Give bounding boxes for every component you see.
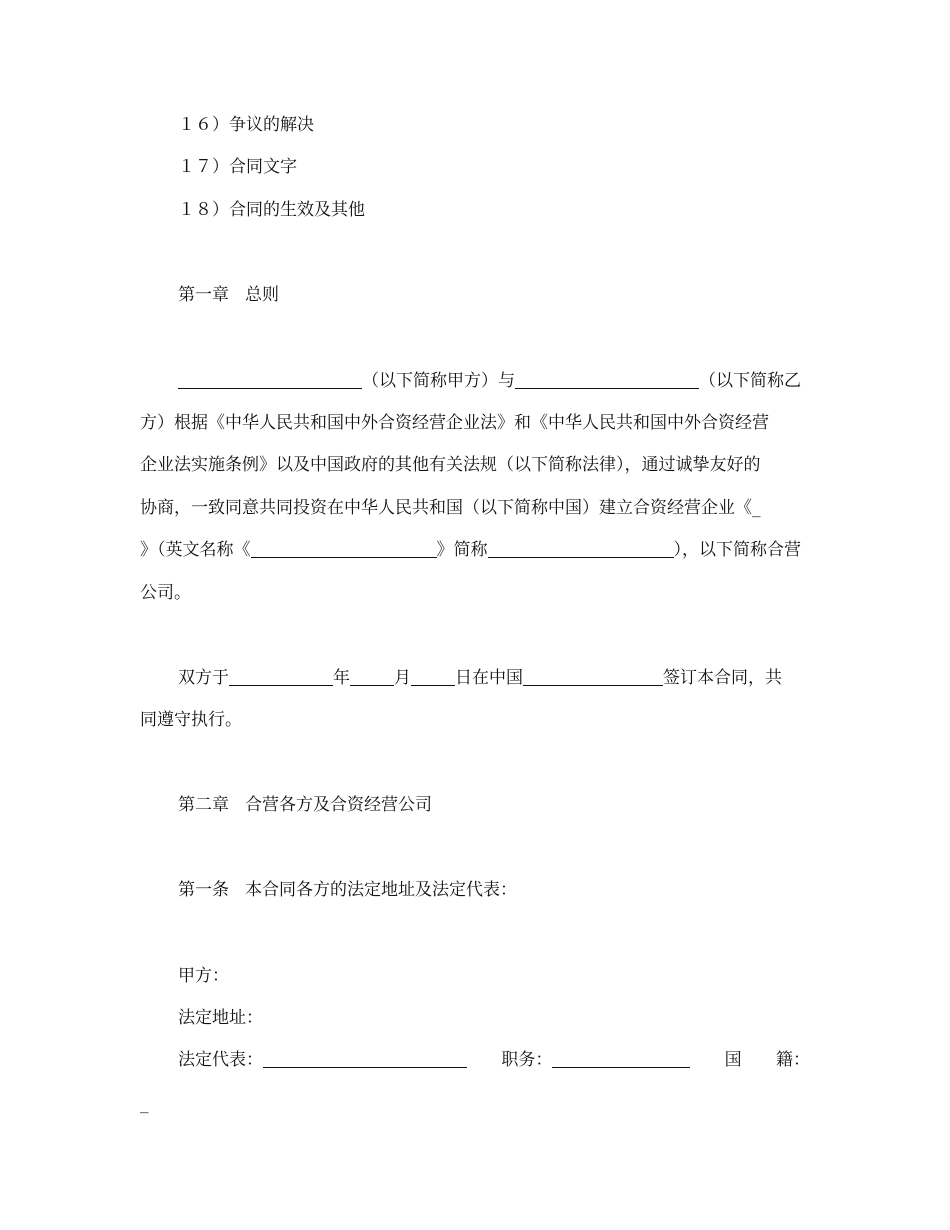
signing-line-1 xyxy=(178,666,810,690)
chapter-2-heading xyxy=(178,793,810,817)
legal-rep-label: 法定代表： xyxy=(178,1050,263,1070)
toc-item-18: １８）合同的生效及其他 xyxy=(178,200,365,220)
month-blank[interactable] xyxy=(350,667,394,686)
chapter-title: 合营各方及合资经营公司 xyxy=(245,795,432,815)
legal-rep-field xyxy=(178,1048,467,1072)
legal-rep-line xyxy=(178,1048,810,1072)
chapter-title: 总则 xyxy=(245,285,279,305)
signing-text: 日在中国 xyxy=(455,668,523,688)
article-number: 第一条 xyxy=(178,880,229,900)
english-name-blank[interactable] xyxy=(251,539,437,558)
position-label: 职务： xyxy=(501,1050,553,1070)
position-field xyxy=(501,1048,690,1072)
signing-text: 月 xyxy=(394,668,411,688)
preamble-text: （以下简称甲方）与 xyxy=(362,371,515,391)
preamble-line-4: 协商，一致同意共同投资在中华人民共和国（以下简称中国）建立合资经营企业《_ xyxy=(140,498,761,518)
chapter-1-heading xyxy=(178,283,810,307)
day-blank[interactable] xyxy=(411,667,455,686)
preamble-line-6: 公司。 xyxy=(140,583,191,603)
chapter-number: 第一章 xyxy=(178,285,229,305)
nationality-label-part2: 籍： xyxy=(775,1050,810,1070)
chapter-number: 第二章 xyxy=(178,795,229,815)
signing-place-blank[interactable] xyxy=(523,667,663,686)
nationality-trailing-blank: _ xyxy=(140,1094,149,1114)
preamble-text: 》简称 xyxy=(436,540,488,560)
party-a-label: 甲方： xyxy=(178,966,229,986)
preamble-line-5 xyxy=(140,538,810,562)
nationality-label-part1: 国 xyxy=(724,1050,742,1070)
position-blank[interactable] xyxy=(552,1049,690,1068)
party-b-name-blank[interactable] xyxy=(515,370,699,389)
preamble-text: 》（英文名称《 xyxy=(140,540,251,560)
signing-text: 签订本合同，共 xyxy=(663,668,782,688)
preamble-line-3: 企业法实施条例》以及中国政府的其他有关法规（以下简称法律），通过诚挚友好的 xyxy=(140,455,761,475)
year-blank[interactable] xyxy=(229,667,333,686)
signing-line-2: 同遵守执行。 xyxy=(140,710,242,730)
party-a-name-blank[interactable] xyxy=(178,370,362,389)
preamble-line-2: 方）根据《中华人民共和国中外合资经营企业法》和《中华人民共和国中外合资经营 xyxy=(140,413,769,433)
preamble-text: ），以下简称合营 xyxy=(673,540,801,560)
legal-address-label: 法定地址： xyxy=(178,1008,263,1028)
article-title: 本合同各方的法定地址及法定代表： xyxy=(245,880,517,900)
toc-item-16: １６）争议的解决 xyxy=(178,115,314,135)
preamble-text: （以下简称乙 xyxy=(699,371,801,391)
article-1-heading xyxy=(178,878,810,902)
short-name-blank[interactable] xyxy=(488,539,674,558)
signing-text: 年 xyxy=(333,668,350,688)
preamble-line-1 xyxy=(178,369,810,393)
signing-text: 双方于 xyxy=(178,668,229,688)
legal-rep-blank[interactable] xyxy=(263,1049,467,1068)
toc-item-17: １７）合同文字 xyxy=(178,157,297,177)
